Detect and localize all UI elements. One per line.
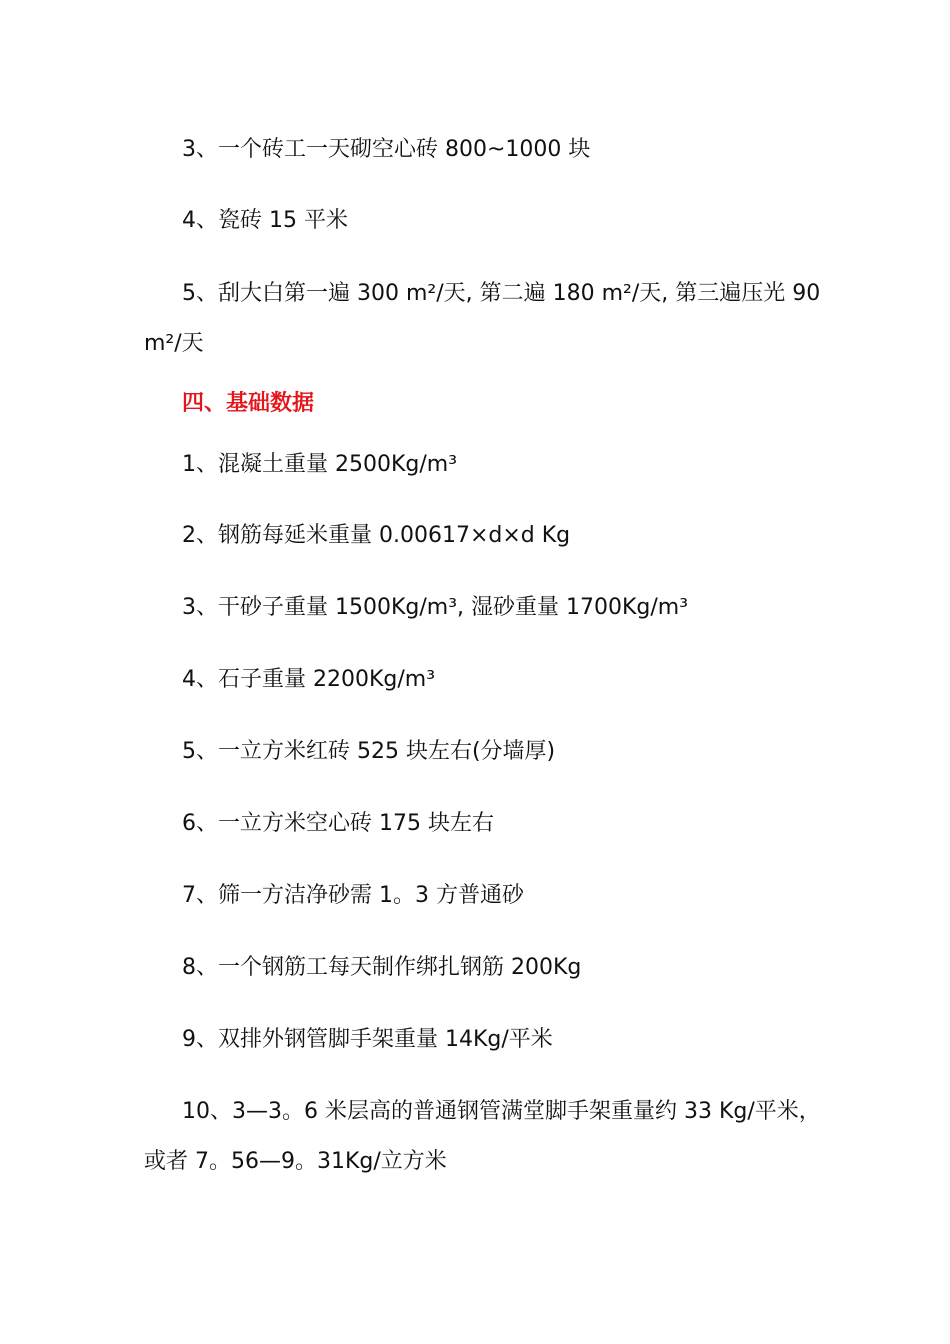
list-item-sand-weight: 3、干砂子重量 1500Kg/m³, 湿砂重量 1700Kg/m³: [182, 595, 689, 620]
list-item-scaffold-full: 10、3—3。6 米层高的普通钢管满堂脚手架重量约 33 Kg/平米，: [182, 1099, 821, 1124]
list-item-rebar-weight: 2、钢筋每延米重量 0.00617×d×d Kg: [182, 523, 571, 548]
list-item-red-brick-count: 5、一立方米红砖 525 块左右(分墙厚): [182, 739, 556, 764]
list-item-hollow-brick-count: 6、一立方米空心砖 175 块左右: [182, 811, 494, 836]
list-item-rebar-worker: 8、一个钢筋工每天制作绑扎钢筋 200Kg: [182, 955, 582, 980]
list-item-sieved-sand: 7、筛一方洁净砂需 1。3 方普通砂: [182, 883, 524, 908]
list-item-stone-weight: 4、石子重量 2200Kg/m³: [182, 667, 436, 692]
paragraph-labor-tile: 4、瓷砖 15 平米: [182, 208, 348, 233]
paragraph-labor-brick-hollow: 3、一个砖工一天砌空心砖 800~1000 块: [182, 137, 591, 162]
paragraph-labor-putty: 5、刮大白第一遍 300 m²/天, 第二遍 180 m²/天, 第三遍压光 90: [182, 281, 821, 306]
list-item-concrete-weight: 1、混凝土重量 2500Kg/m³: [182, 452, 458, 477]
section-heading-basic-data: 四、基础数据: [182, 391, 315, 416]
list-item-scaffold-full-continued: 或者 7。56—9。31Kg/立方米: [144, 1149, 447, 1174]
paragraph-labor-putty-continued: m²/天: [144, 331, 204, 356]
list-item-scaffold-double: 9、双排外钢管脚手架重量 14Kg/平米: [182, 1027, 553, 1052]
